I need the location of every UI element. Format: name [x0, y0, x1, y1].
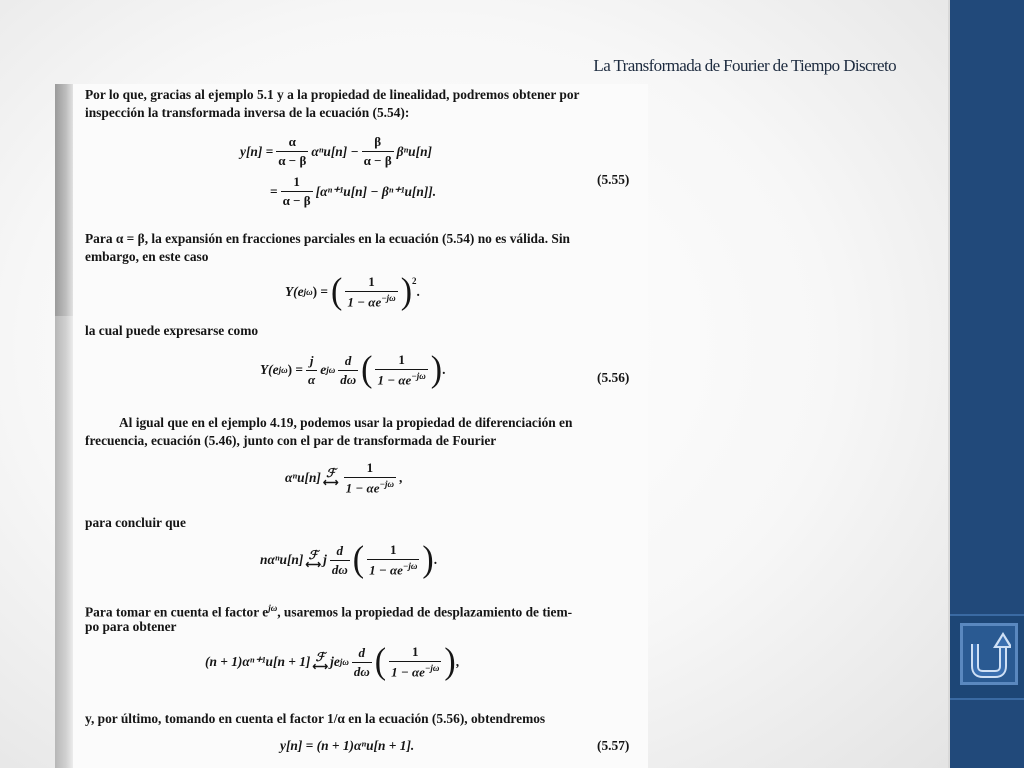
fraction-numerator: 1	[366, 460, 374, 475]
scanned-page	[55, 84, 648, 768]
fourier-arrow	[305, 550, 321, 570]
fraction	[306, 353, 317, 388]
paragraph-line: Por lo que, gracias al ejemplo 5.1 y a la propiedad de linealidad, podremos obtener por	[85, 87, 580, 102]
eq-sup: −jω	[379, 479, 394, 489]
right-side-bar	[948, 0, 1024, 768]
fraction-numerator: 1	[411, 644, 419, 659]
paragraph-line: frecuencia, ecuación (5.46), junto con el par de transformada de Fourier	[85, 433, 497, 448]
paren-open: (	[352, 539, 365, 580]
equation-number: (5.56)	[597, 370, 630, 385]
fraction-denominator: α − β	[282, 193, 311, 208]
equation-number: (5.55)	[597, 172, 630, 187]
paren-open: (	[361, 349, 373, 390]
eq-sup: −jω	[424, 663, 440, 673]
fraction	[281, 174, 313, 209]
eq-text: [αⁿ⁺¹u[n] − βⁿ⁺¹u[n]].	[315, 183, 437, 199]
eq-text: Y(e	[285, 284, 304, 300]
eq-text: .	[416, 284, 420, 300]
eq-text: nαⁿu[n]	[260, 552, 304, 568]
eq-power: 2	[412, 276, 417, 286]
equation-number: (5.57)	[597, 738, 630, 753]
page-gutter-shadow-lower	[55, 316, 73, 768]
arrow-label: ℱ	[308, 548, 318, 563]
fraction-numerator: d	[336, 542, 344, 558]
eq-text: je	[330, 654, 340, 670]
fraction	[276, 134, 308, 169]
eq-sup: −jω	[411, 371, 426, 381]
fraction-denominator: α − β	[278, 153, 307, 168]
eq-text: βⁿu[n]	[396, 143, 432, 159]
paren-open: (	[331, 271, 343, 312]
u-turn-arrow-icon	[967, 630, 1011, 678]
fourier-arrow	[312, 652, 328, 672]
fraction-numerator: d	[358, 644, 366, 660]
fraction-denominator: dω	[340, 371, 357, 387]
fraction-denominator	[345, 291, 397, 310]
fraction-denominator	[389, 661, 441, 680]
paragraph-line: y, por último, tomando en cuenta el factor 1/α en la ecuación (5.56), obtendremos	[85, 711, 546, 726]
eq-text: ) =	[287, 362, 304, 378]
fraction-denominator: dω	[353, 663, 370, 679]
fraction-numerator: 1	[293, 174, 300, 189]
fraction-numerator: 1	[398, 352, 405, 367]
eq-text: y[n] = (n + 1)αⁿu[n + 1].	[280, 738, 415, 753]
return-button[interactable]	[960, 623, 1018, 685]
eq-text: ,	[455, 654, 460, 670]
eq-sup: jω	[339, 657, 349, 668]
paragraph-line: Para α = β, la expansión en fracciones parciales en la ecuación (5.54) no es válida. Sin	[85, 231, 570, 246]
paragraph-line: inspección la transformada inversa de la ecuación (5.54):	[85, 105, 410, 120]
double-arrow-icon: ⟷	[322, 477, 339, 490]
eq-text: .	[433, 552, 438, 568]
double-arrow-icon: ⟷	[312, 661, 329, 674]
fraction-numerator: β	[374, 134, 382, 149]
fraction	[375, 352, 427, 388]
page-content	[85, 84, 645, 768]
eq-text: αⁿu[n] −	[311, 143, 359, 159]
eq-sup: −jω	[381, 293, 396, 303]
fourier-pair-1	[285, 460, 402, 496]
arrow-label: ℱ	[315, 650, 325, 665]
fraction-numerator: j	[309, 352, 314, 368]
eq-sup: jω	[303, 287, 313, 298]
fraction-denominator: α	[308, 371, 316, 387]
paragraph-fragment: Para tomar en cuenta el factor e	[85, 604, 269, 620]
paragraph-fragment: , usaremos la propiedad de desplazamiento de tiem-	[277, 604, 573, 620]
fraction-denominator: dω	[331, 561, 348, 577]
fourier-arrow	[323, 468, 339, 488]
eq-text: e	[320, 362, 327, 378]
fraction-numerator: d	[344, 352, 352, 368]
fraction	[362, 134, 394, 169]
eq-sup: −jω	[402, 561, 418, 571]
fraction	[338, 353, 358, 388]
eq-text: 1 − αe	[345, 480, 380, 496]
fraction	[330, 543, 350, 578]
fraction-numerator: 1	[389, 542, 397, 557]
equation-5-55-line1	[240, 134, 432, 169]
fourier-pair-2	[260, 539, 438, 580]
paren-close: )	[430, 349, 443, 390]
eq-text: j	[323, 552, 327, 568]
fraction	[345, 274, 397, 310]
fraction	[389, 644, 441, 680]
eq-text: 1 − αe	[391, 664, 425, 680]
paren-close: )	[444, 641, 456, 682]
eq-text: .	[442, 362, 446, 378]
paragraph-line: Al igual que en el ejemplo 4.19, podemos usar la propiedad de diferenciación en	[119, 415, 573, 430]
fourier-pair-3	[205, 641, 460, 682]
paragraph-line: embargo, en este caso	[85, 249, 209, 264]
arrow-label: ℱ	[326, 466, 336, 481]
equation-5-56	[260, 349, 446, 390]
paragraph-line: la cual puede expresarse como	[85, 323, 259, 338]
nav-panel	[950, 614, 1024, 700]
paren-open: (	[374, 641, 387, 682]
eq-sup: jω	[278, 365, 288, 376]
fraction	[352, 645, 372, 680]
eq-text: Y(e	[260, 362, 279, 378]
fraction-denominator: α − β	[363, 153, 392, 168]
paragraph-line: para concluir que	[85, 515, 186, 530]
paragraph-line: po para obtener	[85, 619, 177, 634]
eq-text: (n + 1)αⁿ⁺¹u[n + 1]	[205, 654, 311, 670]
eq-text: αⁿu[n]	[285, 470, 321, 486]
eq-text: ,	[398, 470, 403, 486]
fraction-denominator	[367, 559, 419, 578]
equation-y-squared	[285, 271, 420, 312]
fraction-numerator: α	[288, 134, 296, 149]
paren-close: )	[422, 539, 434, 580]
equation-5-57	[280, 738, 414, 754]
eq-sup: jω	[268, 603, 278, 613]
eq-text: =	[270, 183, 278, 199]
equation-5-55-line2	[270, 174, 436, 209]
double-arrow-icon: ⟷	[305, 559, 322, 572]
eq-text: 1 − αe	[377, 372, 412, 388]
slide-title: La Transformada de Fourier de Tiempo Discreto	[593, 56, 896, 75]
eq-text: 1 − αe	[369, 562, 403, 578]
fraction	[344, 460, 396, 496]
paren-close: )	[400, 271, 413, 312]
eq-text: 1 − αe	[347, 294, 382, 310]
fraction-numerator: 1	[368, 274, 375, 289]
fraction	[367, 542, 419, 578]
eq-text: y[n] =	[240, 143, 274, 159]
eq-text: ) =	[312, 284, 329, 300]
eq-sup: jω	[326, 365, 336, 376]
fraction-denominator	[344, 477, 396, 496]
fraction-denominator	[375, 369, 427, 388]
